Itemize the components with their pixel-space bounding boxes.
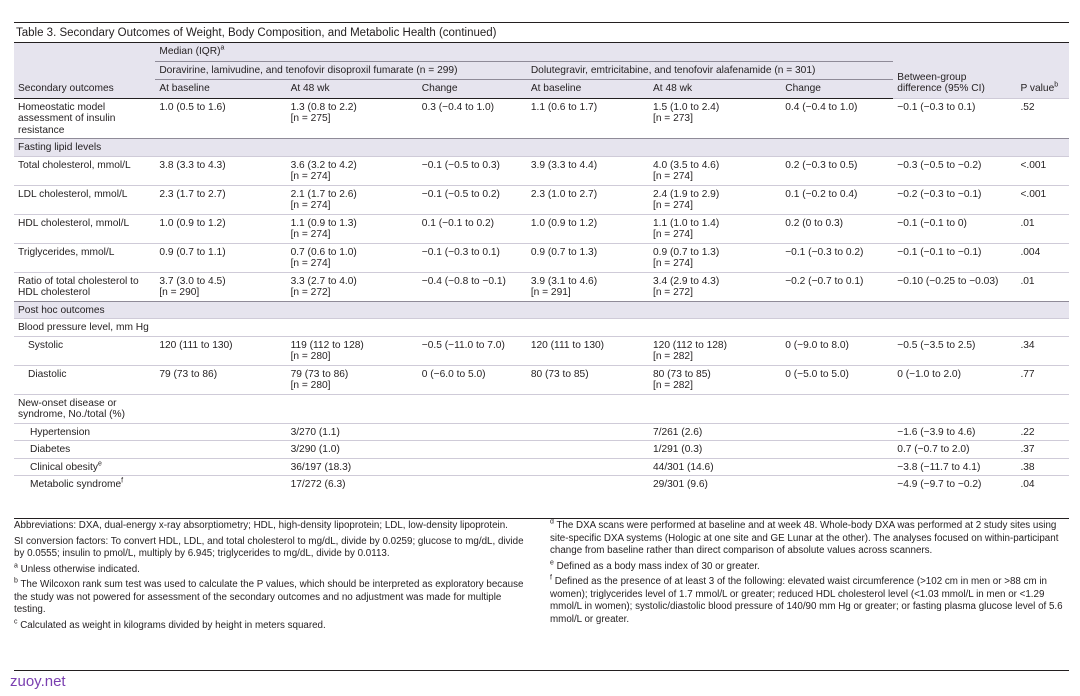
footnote: $^a$ Unless otherwise indicated.	[14, 562, 140, 575]
cell-b2	[527, 441, 649, 459]
footnote: SI conversion factors: To convert HDL, LDL, and total cholesterol to mg/dL, divide by 0.0259; glucose to mg/dL, divide by 0.0555; insulin to pmol/L, multiply by 6.945; triglycerides to mg/dL, divide by 0.0113.	[14, 535, 524, 559]
cell-c2	[781, 394, 893, 423]
cell-c1: 0 (−6.0 to 5.0)	[418, 365, 527, 394]
cell-diff	[893, 319, 1016, 337]
cell-c2: 0.2 (0 to 0.3)	[781, 214, 893, 243]
cell-c1	[418, 458, 527, 476]
cell-b1	[155, 441, 286, 459]
row-label: Total cholesterol, mmol/L	[14, 156, 155, 185]
cell-p	[1016, 319, 1069, 337]
cell-c2: 0 (−5.0 to 5.0)	[781, 365, 893, 394]
cell-w2: 1.5 (1.0 to 2.4) [n = 273]	[649, 98, 781, 139]
cell-w1	[287, 394, 418, 423]
cell-p: .22	[1016, 423, 1069, 441]
cell-b1: 2.3 (1.7 to 2.7)	[155, 185, 286, 214]
table-row	[14, 336, 1069, 365]
cell-c1	[418, 441, 527, 459]
outcomes-table	[14, 43, 1069, 493]
cell-diff: −0.1 (−0.1 to −0.1)	[893, 243, 1016, 272]
arm1-change-header: Change	[418, 80, 527, 99]
cell-w1: 3/270 (1.1)	[287, 423, 418, 441]
cell-b1: 1.0 (0.5 to 1.6)	[155, 98, 286, 139]
cell-c1: −0.1 (−0.5 to 0.3)	[418, 156, 527, 185]
cell-c2	[781, 476, 893, 493]
cell-b2	[527, 394, 649, 423]
cell-p: .37	[1016, 441, 1069, 459]
cell-diff: −0.2 (−0.3 to −0.1)	[893, 185, 1016, 214]
row-label: Ratio of total cholesterol to HDL cholesterol	[14, 272, 155, 301]
arm2-48wk-header: At 48 wk	[649, 80, 781, 99]
cell-c2: 0.4 (−0.4 to 1.0)	[781, 98, 893, 139]
cell-diff: −0.3 (−0.5 to −0.2)	[893, 156, 1016, 185]
cell-c2: −0.1 (−0.3 to 0.2)	[781, 243, 893, 272]
table-row	[14, 98, 1069, 139]
cell-b2	[527, 458, 649, 476]
cell-w2	[649, 319, 781, 337]
cell-b1	[155, 423, 286, 441]
secondary-outcomes-header: Secondary outcomes	[14, 80, 155, 99]
section-heading: Post hoc outcomes	[14, 301, 1069, 319]
cell-c1: −0.5 (−11.0 to 7.0)	[418, 336, 527, 365]
cell-w1: 3.3 (2.7 to 4.0) [n = 272]	[287, 272, 418, 301]
cell-diff: −4.9 (−9.7 to −0.2)	[893, 476, 1016, 493]
table-page	[14, 22, 1069, 493]
cell-w2: 44/301 (14.6)	[649, 458, 781, 476]
table-row	[14, 156, 1069, 185]
row-label: Metabolic syndrome$^f$	[14, 476, 155, 493]
cell-b1	[155, 476, 286, 493]
cell-p: .77	[1016, 365, 1069, 394]
table-row	[14, 214, 1069, 243]
cell-c2: 0.2 (−0.3 to 0.5)	[781, 156, 893, 185]
cell-w1: 3.6 (3.2 to 4.2) [n = 274]	[287, 156, 418, 185]
cell-w2: 120 (112 to 128) [n = 282]	[649, 336, 781, 365]
cell-c2	[781, 319, 893, 337]
cell-b1: 3.7 (3.0 to 4.5) [n = 290]	[155, 272, 286, 301]
cell-diff: −0.5 (−3.5 to 2.5)	[893, 336, 1016, 365]
cell-c2: 0.1 (−0.2 to 0.4)	[781, 185, 893, 214]
cell-b2: 3.9 (3.3 to 4.4)	[527, 156, 649, 185]
arm2-baseline-header: At baseline	[527, 80, 649, 99]
footnotes-left	[14, 519, 524, 635]
cell-b2: 80 (73 to 85)	[527, 365, 649, 394]
cell-c2: 0 (−9.0 to 8.0)	[781, 336, 893, 365]
cell-c1	[418, 423, 527, 441]
table-row	[14, 394, 1069, 423]
cell-b1: 3.8 (3.3 to 4.3)	[155, 156, 286, 185]
footnote: $^d$ The DXA scans were performed at baseline and at week 48. Whole-body DXA was performed at 2 study sites using site-specific DXA systems (Hologic at one site and GE Lunar at the other). The analyses focused on within-participant change from baseline rather than direct comparison of absolute values across scanners.	[550, 518, 1059, 556]
cell-b2: 1.0 (0.9 to 1.2)	[527, 214, 649, 243]
footnote: $^f$ Defined as the presence of at least 3 of the following: elevated waist circumference (>102 cm in men or >88 cm in women); triglycerides level of 1.7 mmol/L or greater; reduced HDL cholesterol level (<1.03 mmol/L in men or <1.29 mmol/L in women); systolic/diastolic blood pressure of 140/90 mm Hg or greater; or fasting plasma glucose level of 5.6 mmol/L or greater.	[550, 574, 1063, 625]
cell-c2	[781, 458, 893, 476]
row-label: HDL cholesterol, mmol/L	[14, 214, 155, 243]
table-row	[14, 476, 1069, 493]
cell-p: .004	[1016, 243, 1069, 272]
cell-w2: 0.9 (0.7 to 1.3) [n = 274]	[649, 243, 781, 272]
cell-diff	[893, 394, 1016, 423]
between-group-header: Between-group difference (95% CI)	[897, 71, 985, 94]
arm2-header: Dolutegravir, emtricitabine, and tenofovir alafenamide (n = 301)	[527, 61, 893, 80]
footnote: Abbreviations: DXA, dual-energy x-ray absorptiometry; HDL, high-density lipoprotein; LDL, low-density lipoprotein.	[14, 520, 508, 531]
cell-b2: 120 (111 to 130)	[527, 336, 649, 365]
row-label: Clinical obesity$^e$	[14, 458, 155, 476]
cell-p: <.001	[1016, 156, 1069, 185]
cell-w1: 1.1 (0.9 to 1.3) [n = 274]	[287, 214, 418, 243]
arm1-48wk-header: At 48 wk	[287, 80, 418, 99]
cell-p: .52	[1016, 98, 1069, 139]
row-label: Blood pressure level, mm Hg	[14, 319, 155, 337]
cell-c2: −0.2 (−0.7 to 0.1)	[781, 272, 893, 301]
cell-b1	[155, 394, 286, 423]
cell-diff: −3.8 (−11.7 to 4.1)	[893, 458, 1016, 476]
cell-w1: 79 (73 to 86) [n = 280]	[287, 365, 418, 394]
table-row	[14, 365, 1069, 394]
cell-b1: 1.0 (0.9 to 1.2)	[155, 214, 286, 243]
footnote: $^b$ The Wilcoxon rank sum test was used to calculate the P values, which should be interpreted as exploratory because the study was not powered for assessment of the secondary outcomes and no adjustment was made for multiple testing.	[14, 577, 524, 615]
cell-c2	[781, 423, 893, 441]
cell-w2: 2.4 (1.9 to 2.9) [n = 274]	[649, 185, 781, 214]
table-header	[14, 43, 1069, 98]
cell-c1	[418, 319, 527, 337]
cell-w1: 17/272 (6.3)	[287, 476, 418, 493]
cell-w1: 3/290 (1.0)	[287, 441, 418, 459]
cell-b2: 0.9 (0.7 to 1.3)	[527, 243, 649, 272]
pvalue-header: P value$^b$	[1020, 81, 1059, 94]
row-label: Diabetes	[14, 441, 155, 459]
cell-b1	[155, 458, 286, 476]
cell-b2	[527, 423, 649, 441]
row-label: Systolic	[14, 336, 155, 365]
cell-w2: 3.4 (2.9 to 4.3) [n = 272]	[649, 272, 781, 301]
cell-p: .01	[1016, 214, 1069, 243]
cell-b1: 0.9 (0.7 to 1.1)	[155, 243, 286, 272]
table-row	[14, 441, 1069, 459]
table-footnotes	[14, 518, 1069, 631]
cell-w1: 0.7 (0.6 to 1.0) [n = 274]	[287, 243, 418, 272]
row-label: Triglycerides, mmol/L	[14, 243, 155, 272]
cell-c1: −0.4 (−0.8 to −0.1)	[418, 272, 527, 301]
cell-diff: 0 (−1.0 to 2.0)	[893, 365, 1016, 394]
cell-b2: 3.9 (3.1 to 4.6) [n = 291]	[527, 272, 649, 301]
cell-w2: 7/261 (2.6)	[649, 423, 781, 441]
cell-diff: −0.1 (−0.1 to 0)	[893, 214, 1016, 243]
table-row	[14, 423, 1069, 441]
arm1-baseline-header: At baseline	[155, 80, 286, 99]
cell-w1: 1.3 (0.8 to 2.2) [n = 275]	[287, 98, 418, 139]
arm1-header: Doravirine, lamivudine, and tenofovir disoproxil fumarate (n = 299)	[155, 61, 527, 80]
bottom-rule	[14, 670, 1069, 671]
section-row	[14, 139, 1069, 157]
cell-w1: 36/197 (18.3)	[287, 458, 418, 476]
cell-p: .38	[1016, 458, 1069, 476]
cell-b2: 2.3 (1.0 to 2.7)	[527, 185, 649, 214]
cell-diff: −1.6 (−3.9 to 4.6)	[893, 423, 1016, 441]
footnote: $^c$ Calculated as weight in kilograms divided by height in meters squared.	[14, 618, 326, 631]
row-label: Homeostatic model assessment of insulin resistance	[14, 98, 155, 139]
table-row	[14, 458, 1069, 476]
cell-diff: 0.7 (−0.7 to 2.0)	[893, 441, 1016, 459]
cell-p: .04	[1016, 476, 1069, 493]
cell-c1: −0.1 (−0.3 to 0.1)	[418, 243, 527, 272]
cell-c1: 0.1 (−0.1 to 0.2)	[418, 214, 527, 243]
footnotes-right	[550, 519, 1068, 629]
table-row	[14, 272, 1069, 301]
cell-c1	[418, 394, 527, 423]
cell-p: <.001	[1016, 185, 1069, 214]
cell-diff: −0.1 (−0.3 to 0.1)	[893, 98, 1016, 139]
cell-c2	[781, 441, 893, 459]
table-row	[14, 185, 1069, 214]
arm2-change-header: Change	[781, 80, 893, 99]
cell-w1: 2.1 (1.7 to 2.6) [n = 274]	[287, 185, 418, 214]
cell-c1: −0.1 (−0.5 to 0.2)	[418, 185, 527, 214]
cell-w2: 1/291 (0.3)	[649, 441, 781, 459]
cell-w2	[649, 394, 781, 423]
watermark: zuoy.net	[10, 673, 66, 690]
median-header: Median (IQR)$^a$	[155, 43, 893, 61]
cell-c1	[418, 476, 527, 493]
cell-w2: 29/301 (9.6)	[649, 476, 781, 493]
section-row	[14, 301, 1069, 319]
cell-p: .34	[1016, 336, 1069, 365]
cell-b1: 120 (111 to 130)	[155, 336, 286, 365]
table-body	[14, 98, 1069, 493]
section-heading: Fasting lipid levels	[14, 139, 1069, 157]
row-label: LDL cholesterol, mmol/L	[14, 185, 155, 214]
cell-b2: 1.1 (0.6 to 1.7)	[527, 98, 649, 139]
table-title: Table 3. Secondary Outcomes of Weight, Body Composition, and Metabolic Health (continued)	[14, 22, 1069, 43]
cell-diff: −0.10 (−0.25 to −0.03)	[893, 272, 1016, 301]
row-label: Diastolic	[14, 365, 155, 394]
cell-w1	[287, 319, 418, 337]
cell-b2	[527, 319, 649, 337]
cell-b1	[155, 319, 286, 337]
cell-b2	[527, 476, 649, 493]
table-row	[14, 319, 1069, 337]
footnote: $^e$ Defined as a body mass index of 30 or greater.	[550, 559, 760, 572]
cell-c1: 0.3 (−0.4 to 1.0)	[418, 98, 527, 139]
cell-w2: 4.0 (3.5 to 4.6) [n = 274]	[649, 156, 781, 185]
cell-b1: 79 (73 to 86)	[155, 365, 286, 394]
cell-w1: 119 (112 to 128) [n = 280]	[287, 336, 418, 365]
row-label: Hypertension	[14, 423, 155, 441]
table-row	[14, 243, 1069, 272]
cell-p	[1016, 394, 1069, 423]
cell-p: .01	[1016, 272, 1069, 301]
cell-w2: 80 (73 to 85) [n = 282]	[649, 365, 781, 394]
row-label: New-onset disease or syndrome, No./total (%)	[14, 394, 155, 423]
cell-w2: 1.1 (1.0 to 1.4) [n = 274]	[649, 214, 781, 243]
